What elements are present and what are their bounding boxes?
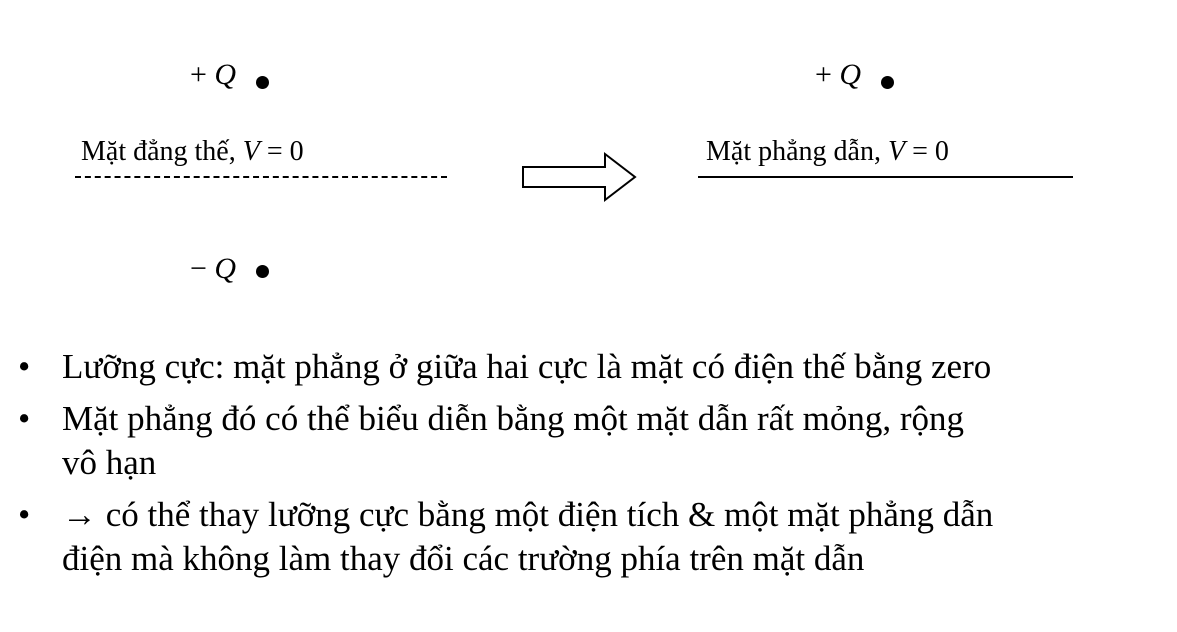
right-top-charge-label — [815, 60, 861, 90]
equipotential-surface-label — [81, 138, 304, 166]
bullet-item — [0, 345, 1177, 389]
left-bottom-charge-sign: − — [190, 252, 207, 285]
left-bottom-charge-symbol: Q — [214, 252, 237, 285]
equipotential-surface-eq: = 0 — [266, 136, 304, 167]
left-top-charge-sign: + — [190, 58, 207, 91]
bullet-marker: • — [18, 399, 31, 438]
right-top-charge-sign: + — [815, 58, 832, 91]
bullet-item — [0, 397, 1177, 485]
left-bottom-charge-label — [190, 254, 236, 284]
left-bottom-charge-dot — [256, 265, 269, 278]
left-top-charge-label — [190, 60, 236, 90]
left-top-charge-dot — [256, 76, 269, 89]
conducting-plane-line — [698, 176, 1073, 178]
bullet-text: Mặt phẳng đó có thể biểu diễn bằng một mặt dẫn rất mỏng, rộng vô hạn — [62, 399, 965, 482]
conducting-plane-eq: = 0 — [912, 136, 949, 167]
bullet-marker: • — [18, 495, 31, 534]
right-arrow-icon — [520, 150, 640, 204]
bullet-text: Lưỡng cực: mặt phẳng ở giữa hai cực là mặt có điện thế bằng zero — [62, 347, 992, 386]
left-top-charge-symbol: Q — [214, 58, 237, 91]
right-top-charge-symbol: Q — [839, 58, 862, 91]
bullet-list — [0, 345, 1177, 589]
bullet-text: → có thể thay lưỡng cực bằng một điện tích & một mặt phẳng dẫn điện mà không làm thay đổi các trường phía trên mặt dẫn — [62, 495, 994, 578]
equipotential-surface-line — [75, 176, 447, 178]
conducting-plane-var: V — [887, 136, 906, 167]
conducting-plane-text: Mặt phẳng dẫn, — [706, 136, 881, 167]
equipotential-surface-var: V — [242, 136, 260, 167]
equipotential-surface-text: Mặt đẳng thế, — [81, 136, 236, 167]
bullet-item — [0, 493, 1177, 581]
bullet-marker: • — [18, 347, 31, 386]
right-top-charge-dot — [881, 76, 894, 89]
conducting-plane-label — [706, 138, 949, 166]
